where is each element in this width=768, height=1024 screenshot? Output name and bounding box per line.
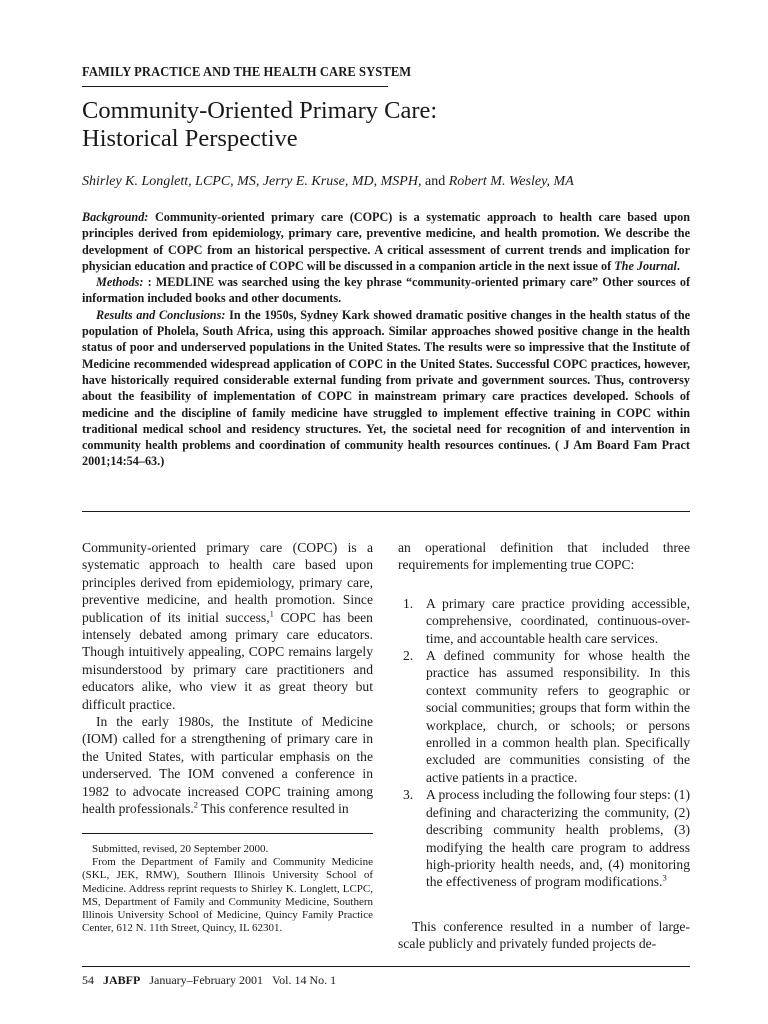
list-number: 2. xyxy=(403,648,414,664)
p1-text-a: Community-oriented primary care (COPC) is a systematic approach to health care based upon principles derived from epidemiology, primary care, preventive medicine, and health promotion. Since publication of its initial success, xyxy=(82,540,373,625)
authors-part-2: Robert M. Wesley, MA xyxy=(448,174,574,189)
p2-text-a: In the early 1980s, the Institute of Medicine (IOM) called for a strengthening of primary care in the United States, with particular emphasis on the underserved. The IOM convened a conference in 1982 to advocate increased COPC training among health professionals. xyxy=(82,714,373,817)
methods-text: : MEDLINE was searched using the key phrase “community-oriented primary care” Other sources of information included books and other documents. xyxy=(82,275,691,306)
list-text: A defined community for whose health the practice has assumed responsibility. In this context community refers to geographic or social communities; groups that form within the workplace, church, or schools; or persons enrolled in a common health plan. Specifically excluded are communities consisting of the active patients in a practice. xyxy=(426,648,690,785)
reference-2[interactable]: 2 xyxy=(193,799,198,810)
list-text: A primary care practice providing accessible, comprehensive, coordinated, continuous-over-time, and accountable health care services. xyxy=(426,595,690,646)
abstract-background xyxy=(82,209,690,274)
background-heading: Background: xyxy=(82,210,149,224)
page-footer xyxy=(82,973,336,988)
section-rule xyxy=(82,86,388,87)
page-number: 54 xyxy=(82,973,94,987)
body-intro: an operational definition that included three requirements for implementing true COPC: xyxy=(398,540,690,573)
abstract-results xyxy=(82,307,690,470)
body-paragraph-1 xyxy=(82,539,373,713)
reference-1[interactable]: 1 xyxy=(269,608,274,619)
issue-date: January–February 2001 xyxy=(149,973,263,987)
reference-3[interactable]: 3 xyxy=(662,872,667,883)
footnote-submitted: Submitted, revised, 20 September 2000. xyxy=(92,843,269,855)
abstract-rule xyxy=(82,511,690,512)
author-list xyxy=(82,174,692,190)
background-text: Community-oriented primary care (COPC) is a systematic approach to health care based upon principles derived from epidemiology, primary care, preventive medicine, and health promotion. We describe the development of COPC from an historical perspective. A critical assessment of current trends and implication for physician education and practice of COPC will be discussed in a companion article in the next issue of xyxy=(82,210,690,273)
list-item xyxy=(403,595,690,647)
body-column-left xyxy=(82,539,373,818)
body-column-right xyxy=(398,539,690,953)
volume-info: Vol. 14 No. 1 xyxy=(271,973,337,987)
list-item xyxy=(403,786,690,890)
abstract-methods xyxy=(82,274,690,307)
body-paragraph-2 xyxy=(82,713,373,817)
article-title xyxy=(82,97,692,153)
results-heading: Results and Conclusions: xyxy=(96,307,226,322)
footnote-rule xyxy=(82,833,373,834)
journal-abbrev: JABFP xyxy=(103,973,141,987)
results-text: In the 1950s, Sydney Kark showed dramatic positive changes in the health status of the population of Pholela, South Africa, using this approach. Similar approaches showed positive change in the health status of poor and underserved populations in the United States. The results were so impressive that the Institute of Medicine recommended widespread application of COPC in the United States. Successful COPC practices, however, have historically required considerable external funding from private and government sources. Thus, controversy about the feasibility of implementation of COPC in mainstream primary care practices developed. Schools of medicine and the discipline of family medicine have struggled to implement effective training in COPC within traditional medical school and residency structures. Yet, the societal need for recognition of and intervention in community health problems and coordination of community health resources continues. ( J Am Board Fam Pract 2001;14:54–63.) xyxy=(82,307,691,469)
requirements-list xyxy=(398,595,690,891)
list-number: 1. xyxy=(403,595,414,611)
p2-text-b: This conference resulted in xyxy=(198,801,349,817)
authors-part-1: Shirley K. Longlett, LCPC, MS, Jerry E. Kruse, MD, MSPH, xyxy=(82,174,422,189)
list-item xyxy=(403,647,690,786)
authors-and: and xyxy=(424,174,446,189)
list-number: 3. xyxy=(403,787,414,803)
title-line-2: Historical Perspective xyxy=(82,125,298,152)
footer-rule xyxy=(82,966,690,967)
methods-heading: Methods: xyxy=(96,275,144,290)
journal-name: The Journal xyxy=(614,258,677,273)
footnotes xyxy=(82,843,373,935)
list-text: A process including the following four steps: (1) defining and characterizing the community, (2) describing community health problems, (3) modifying the health care program to address high-priority health needs, and, (4) monitoring the effectiveness of program modifications. xyxy=(426,787,690,890)
title-line-1: Community-Oriented Primary Care: xyxy=(82,97,438,124)
abstract xyxy=(82,209,690,470)
footnote-affiliation: From the Department of Family and Community Medicine (SKL, JEK, RMW), Southern Illinois University School of Medicine. Address reprint requests to Shirley K. Longlett, LCPC, MS, Department of Family and Community Medicine, Southern Illinois University School of Medicine, Quincy Family Practice Center, 612 N. 11th Street, Quincy, IL 62301. xyxy=(82,856,373,935)
background-end: . xyxy=(676,258,680,273)
section-label: FAMILY PRACTICE AND THE HEALTH CARE SYSTEM xyxy=(82,64,412,79)
body-paragraph-after-list: This conference resulted in a number of large-scale publicly and privately funded projects de- xyxy=(398,918,690,952)
p1-text-b: COPC has been intensely debated among primary care educators. Though intuitively appealing, COPC remains largely misunderstood by primary care practitioners and educators alike, who view it as great theory but difficult practice. xyxy=(82,609,373,712)
